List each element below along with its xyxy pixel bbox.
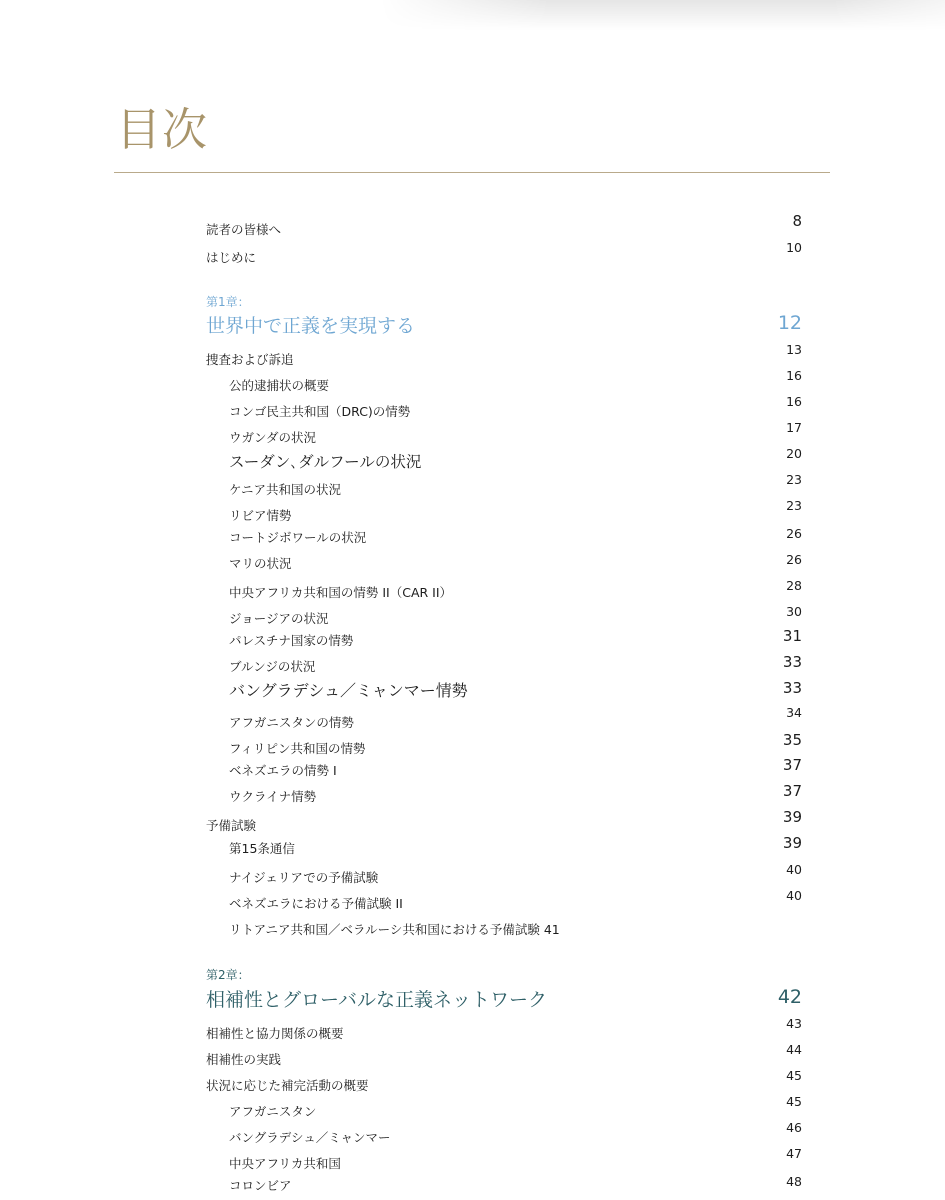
toc-entry[interactable] [206,1042,802,1068]
toc-entry-page: 34 [786,705,802,720]
toc-entry-label: 相補性の実践 [206,1052,282,1067]
toc-entry-label: フィリピン共和国の情勢 [229,741,366,756]
toc-subentry[interactable] [206,831,802,857]
toc-entry-page: 35 [782,731,802,749]
toc-entry-page: 37 [782,782,802,800]
toc-entry-page: 43 [786,1016,802,1031]
toc-entry-label: ベネズエラの情勢 I [229,763,337,778]
toc-entry-page: 13 [786,342,802,357]
toc-entry-page: 20 [786,446,802,461]
toc-entry-label: 中央アフリカ共和国の情勢 II（CAR II） [229,585,453,600]
toc-subentry[interactable] [206,623,802,649]
toc-entry-page: 48 [786,1174,802,1189]
toc-entry-label: ジョージアの状況 [229,611,329,626]
page-top-shadow [380,0,945,30]
toc-subentry[interactable] [206,649,802,675]
chapter-1-kicker: 第1章： [206,295,250,309]
toc-entry-page: 23 [786,472,802,487]
toc-entry-page: 45 [786,1094,802,1109]
toc-entry-page: 44 [786,1042,802,1057]
toc-subentry[interactable] [206,912,802,938]
toc-entry-page: 26 [786,552,802,567]
toc-entry[interactable] [206,342,802,368]
toc-entry-label: バングラデシュ／ミャンマー情勢 [229,681,468,700]
toc-entry-label: コロンビア [229,1178,292,1193]
toc-subentry[interactable] [206,446,802,472]
toc-entry-label: パレスチナ国家の情勢 [229,633,354,648]
chapter-1-title[interactable]: 世界中で正義を実現する [206,315,416,337]
toc-subentry[interactable] [206,520,802,546]
chapter-1-page: 12 [777,312,802,334]
toc-entry[interactable] [206,1016,802,1042]
toc-entry-label: 中央アフリカ共和国 [229,1156,341,1171]
toc-entry-label: スーダン､ダルフールの状況 [229,453,422,471]
toc-entry-page: 40 [786,888,802,903]
toc-entry-page: 17 [786,420,802,435]
toc-subentry[interactable] [206,753,802,779]
toc-entry-label: コートジボワールの状況 [229,530,367,545]
toc-entry-page: 33 [782,653,802,671]
toc-entry-page: 28 [786,578,802,593]
toc-entry-label: ベネズエラにおける予備試験 II [229,896,403,911]
toc-entry-label: ウクライナ情勢 [229,789,317,804]
toc-entry-label: 捜査および訴追 [206,352,294,367]
page-title: 目次 [116,103,209,156]
toc-subentry[interactable] [206,394,802,420]
toc-entry-label: ナイジェリアでの予備試験 [229,870,379,885]
chapter-2-title[interactable]: 相補性とグローバルな正義ネットワーク [206,989,548,1011]
toc-entry-label: 状況に応じた補完活動の概要 [206,1078,369,1093]
toc-subentry[interactable] [206,860,802,886]
chapter-2-kicker: 第2章： [206,968,250,982]
title-divider [114,172,830,173]
toc-entry-label: 相補性と協力関係の概要 [206,1026,344,1041]
toc-entry-label: ウガンダの状況 [229,430,317,445]
toc-subentry[interactable] [206,779,802,805]
toc-subentry[interactable] [206,1120,802,1146]
toc-subentry[interactable] [206,1168,802,1194]
chapter-2-page: 42 [777,986,802,1008]
toc-entry-label: リトアニア共和国／ベラルーシ共和国における予備試験 41 [229,922,560,937]
toc-entry-page: 37 [782,756,802,774]
toc-entry-page: 30 [786,604,802,619]
toc-entry-page: 46 [786,1120,802,1135]
toc-subentry[interactable] [206,546,802,572]
toc-subentry[interactable] [206,472,802,498]
toc-subentry[interactable] [206,1094,802,1120]
toc-entry-label: コンゴ民主共和国（DRC)の情勢 [229,404,411,419]
toc-entry-page: 40 [786,862,802,877]
toc-entry-page: 16 [786,368,802,383]
toc-entry-to-readers[interactable] [206,212,802,238]
toc-entry-page: 10 [786,240,802,255]
toc-entry-label: 公的逮捕状の概要 [229,378,330,393]
toc-entry-label: はじめに [206,250,257,265]
toc-subentry[interactable] [206,705,802,731]
toc-entry-label: 読者の皆様へ [206,222,282,237]
toc-entry-label: 第15条通信 [229,841,295,856]
toc-entry-page: 39 [782,808,802,826]
toc-subentry[interactable] [206,368,802,394]
toc-entry-label: アフガニスタン [229,1104,317,1119]
toc-entry-label: リビア情勢 [229,508,292,523]
toc-entry[interactable] [206,1068,802,1094]
toc-entry-page: 16 [786,394,802,409]
toc-entry-label: ケニア共和国の状況 [229,482,342,497]
toc-subentry[interactable] [206,886,802,912]
toc-subentry[interactable] [206,420,802,446]
toc-subentry[interactable] [206,675,802,701]
toc-entry-label: バングラデシュ／ミャンマー [229,1130,391,1145]
toc-entry-page: 31 [782,627,802,645]
toc-entry-page: 45 [786,1068,802,1083]
toc-entry-page: 23 [786,498,802,513]
toc-entry-page: 47 [786,1146,802,1161]
toc-entry-page: 33 [782,679,802,697]
toc-entry-introduction[interactable] [206,240,802,266]
toc-entry-page: 26 [786,526,802,541]
toc-entry-page: 8 [792,212,802,230]
toc-entry-label: アフガニスタンの情勢 [229,715,354,730]
toc-entry-label: マリの状況 [229,556,292,571]
toc-entry-label: 予備試験 [206,818,257,833]
toc-entry-page: 39 [782,834,802,852]
toc-subentry[interactable] [206,575,802,601]
toc-entry-label: ブルンジの状況 [229,659,316,674]
